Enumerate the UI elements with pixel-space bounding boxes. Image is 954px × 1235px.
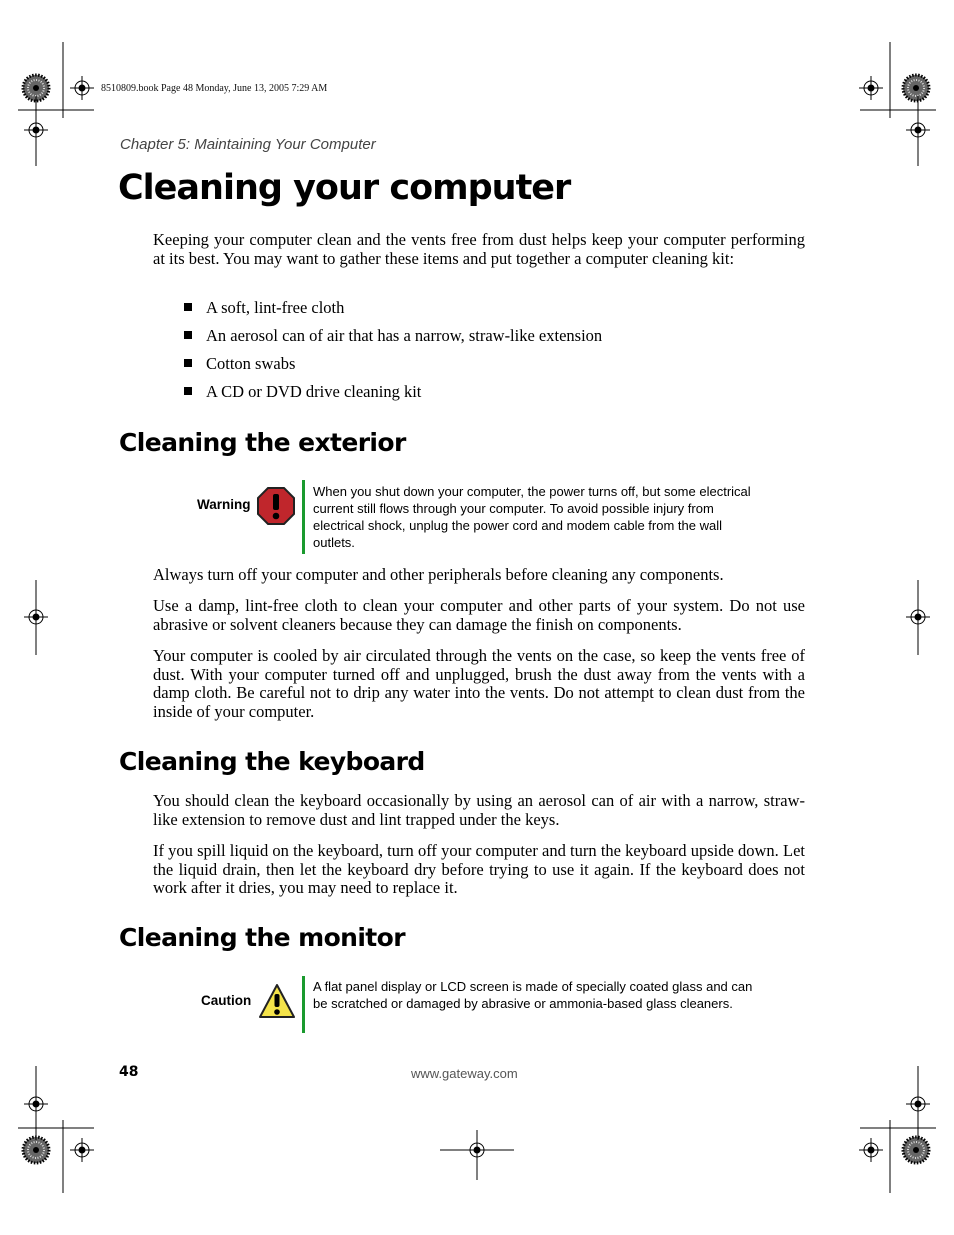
list-item-text: Cotton swabs (206, 354, 296, 373)
warning-label: Warning (197, 497, 251, 512)
registration-mark-icon (70, 1138, 94, 1162)
exterior-paragraph-1: Always turn off your computer and other peripherals before cleaning any components. (153, 565, 724, 584)
starburst-target-icon (903, 1137, 929, 1163)
list-item-text: A CD or DVD drive cleaning kit (206, 382, 422, 401)
keyboard-heading: Cleaning the keyboard (119, 747, 425, 776)
intro-paragraph: Keeping your computer clean and the vents free from dust helps keep your computer performing at its best. You may want to gather these items and put together a computer cleaning kit: (153, 230, 805, 268)
list-item-text: An aerosol can of air that has a narrow, straw-like extension (206, 326, 603, 345)
page-number: 48 (119, 1064, 139, 1080)
caution-label: Caution (201, 993, 252, 1008)
registration-mark-icon (70, 76, 94, 100)
exterior-heading: Cleaning the exterior (119, 428, 406, 457)
exterior-paragraph-3: Your computer is cooled by air circulated through the vents on the case, so keep the vents free of dust. With your computer turned off and unplugged, brush the dust away from the vents with a damp cloth. Be careful not to drip any water into the vents. Do not attempt to clean dust from the inside of your computer. (153, 646, 805, 721)
chapter-header: Chapter 5: Maintaining Your Computer (120, 136, 376, 153)
monitor-heading: Cleaning the monitor (119, 923, 405, 952)
exterior-paragraph-2: Use a damp, lint-free cloth to clean your computer and other parts of your system. Do not use abrasive or solvent cleaners because they can damage the finish on components. (153, 596, 805, 634)
footer-url: www.gateway.com (411, 1066, 518, 1081)
page-title: Cleaning your computer (118, 168, 571, 208)
starburst-target-icon (903, 75, 929, 101)
registration-mark-icon (859, 76, 883, 100)
caution-text: A flat panel display or LCD screen is made of specially coated glass and can be scratched or damaged by abrasive or ammonia-based glass cleaners. (313, 979, 753, 1011)
registration-mark-icon (859, 1138, 883, 1162)
print-header: 8510809.book Page 48 Monday, June 13, 2005 7:29 AM (101, 83, 328, 94)
starburst-target-icon (23, 1137, 49, 1163)
warning-text: When you shut down your computer, the power turns off, but some electrical current still flows through your computer. To avoid possible injury from electrical shock, unplug the power cord and modem cable from the wall outlets. (313, 484, 751, 550)
list-item-text: A soft, lint-free cloth (206, 298, 345, 317)
keyboard-paragraph-2: If you spill liquid on the keyboard, turn off your computer and turn the keyboard upside down. Let the liquid drain, then let the keyboard dry before trying to use it again. If the keyboard does not work after it dries, you may need to replace it. (153, 841, 805, 897)
keyboard-paragraph-1: You should clean the keyboard occasionally by using an aerosol can of air with a narrow, straw-like extension to remove dust and lint trapped under the keys. (153, 791, 805, 829)
